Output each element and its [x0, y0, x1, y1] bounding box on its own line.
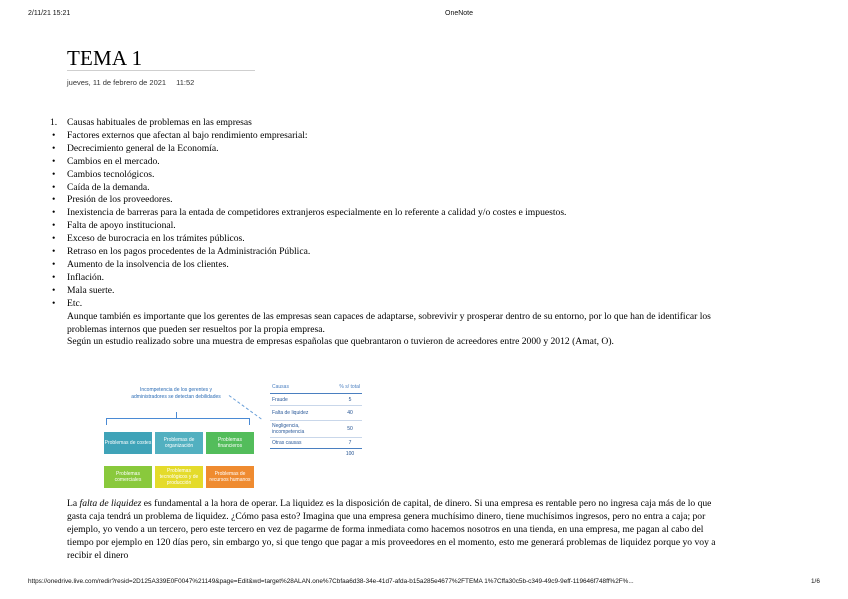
- numbered-item-text: Causas habituales de problemas en las empresas: [67, 117, 252, 128]
- page-date: jueves, 11 de febrero de 2021: [67, 78, 167, 87]
- title-underline: [67, 70, 255, 71]
- bullet-item: [52, 259, 732, 272]
- print-datetime: 2/11/21 15:21: [28, 10, 71, 17]
- row-value: 7: [348, 440, 352, 446]
- bullet-item: [52, 298, 732, 311]
- bullet-marker: •: [52, 220, 56, 232]
- causes-figure: [100, 384, 366, 494]
- bullet-item: [52, 182, 732, 195]
- liquidity-text: es fundamental a la hora de operar. La liquidez es la disposición de capital, de dinero. Si una empresa es rentable pero no ingresa caja más de lo que gasta caja tendrá un problema de liquidez. ¿Cómo pasa esto? Imagina que una empresa genera muchísimo dinero, tiene muchísimos ingresos, pero no entra a caja; por ejemplo, yo vendo a un tercero, pero este tercero en vez de pagarme de forma inmediata como hacemos nosotros en una tienda, en una empresa, me pagan al cabo del tiempo por ejemplo en 120 días pero, sin embargo yo, si que tengo que pagar a mis proveedores en el momento, esto me generará problemas de liquidez porque yo voy a recibir el dinero: [67, 498, 716, 561]
- bullet-marker: •: [52, 181, 56, 193]
- bullet-marker: •: [52, 207, 56, 219]
- app-name: OneNote: [445, 10, 474, 17]
- row-label: Otras causas: [272, 440, 302, 446]
- bullet-item: [52, 220, 732, 233]
- bullet-marker: •: [52, 142, 56, 154]
- row-label: Negligencia, incompetencia: [272, 423, 305, 435]
- page-number: 1/6: [811, 578, 820, 585]
- table-row: [270, 421, 362, 438]
- bullet-marker: •: [52, 155, 56, 167]
- bullet-text: Mala suerte.: [67, 284, 115, 296]
- numbered-item: [52, 117, 732, 130]
- row-label: Falta de liquidez: [272, 410, 309, 416]
- bullet-item: [52, 272, 732, 285]
- bullet-item: [52, 194, 732, 207]
- liquidity-term: falta de liquidez: [79, 498, 142, 509]
- notes-body: [52, 117, 732, 349]
- figure-connector: [229, 395, 262, 419]
- figure-brace: [106, 418, 250, 426]
- table-header-causas: Causas: [272, 384, 289, 390]
- paragraph-study: Según un estudio realizado sobre una muestra de empresas españolas que quebrantaron o tuvieron de acreedores entre 2000 y 2012 (Amat, O).: [67, 336, 614, 348]
- bullet-text: Caída de la demanda.: [67, 181, 150, 193]
- box-costes: Problemas de costes: [104, 432, 152, 454]
- bullet-marker: •: [52, 258, 56, 270]
- table-total-row: [270, 448, 362, 457]
- bullet-item: [52, 246, 732, 259]
- bullet-list: [52, 130, 732, 311]
- table-header: [270, 384, 362, 394]
- bullet-marker: •: [52, 284, 56, 296]
- bullet-marker: •: [52, 271, 56, 283]
- table-row: [270, 394, 362, 406]
- table-row: [270, 438, 362, 448]
- row-value: 50: [347, 426, 353, 432]
- bullet-item: [52, 143, 732, 156]
- table-header-percent: % s/ total: [339, 384, 360, 390]
- bullet-marker: •: [52, 233, 56, 245]
- bullet-text: Exceso de burocracia en los trámites públicos.: [67, 233, 245, 245]
- bullet-item: [52, 285, 732, 298]
- bullet-text: Inflación.: [67, 271, 105, 283]
- page-meta: [67, 78, 194, 87]
- print-url: https://onedrive.live.com/redir?resid=2D125A339E0F0047%21149&page=Edit&wd=target%28ALAN.one%7Cbfaa6d38-34e-41d7-afda-b15a285e4677%2FTEMA 1%7Cffa30c5b-c349-49c9-9eff-119646f748ff%2F%...: [28, 578, 634, 585]
- box-tecnologicos: Problemas tecnológicos y de producción: [155, 466, 203, 488]
- bullet-text: Decrecimiento general de la Economía.: [67, 142, 219, 154]
- bullet-text: Presión de los proveedores.: [67, 194, 173, 206]
- bullet-item: [52, 207, 732, 220]
- paragraph-adapt: Aunque también es importante que los gerentes de las empresas sean capaces de adaptarse, sobrevivir y prosperar dentro de su entorno, por lo que han de identificar los problemas internos que pueden ser resueltos por la propia empresa.: [67, 310, 711, 335]
- bullet-marker: •: [52, 246, 56, 258]
- box-rrhh: Problemas de recursos humanos: [206, 466, 254, 488]
- table-total: 100: [345, 451, 355, 457]
- bullet-text: Falta de apoyo institucional.: [67, 220, 176, 232]
- item-number: 1.: [50, 117, 58, 128]
- row-value: 5: [348, 396, 352, 403]
- bullet-text: Cambios tecnológicos.: [67, 168, 155, 180]
- bullet-marker: •: [52, 194, 56, 206]
- page-time: 11:52: [176, 78, 195, 87]
- bullet-text: Inexistencia de barreras para la entada de competidores extranjeros especialmente en lo referente a calidad y/o costes e impuestos.: [67, 207, 567, 219]
- box-financieros: Problemas financieros: [206, 432, 254, 454]
- bullet-marker: •: [52, 129, 56, 141]
- bullet-item: [52, 130, 732, 143]
- bullet-text: Retraso en los pagos procedentes de la Administración Pública.: [67, 246, 311, 258]
- row-value: 40: [347, 410, 353, 416]
- causes-table: [270, 384, 362, 457]
- liquidity-lead: La: [67, 498, 80, 509]
- row-label: Fraude: [272, 396, 288, 403]
- page-title: TEMA 1: [67, 46, 143, 70]
- liquidity-paragraph: [67, 498, 727, 563]
- bullet-text: Factores externos que afectan al bajo rendimiento empresarial:: [67, 129, 308, 141]
- bullet-item: [52, 233, 732, 246]
- table-row: [270, 406, 362, 421]
- bullet-marker: •: [52, 297, 56, 309]
- figure-caption: Incompetencia de los gerentes y administradores se detectan debilidades: [131, 387, 221, 400]
- bullet-text: Etc.: [67, 297, 83, 309]
- bullet-item: [52, 156, 732, 169]
- bullet-item: [52, 169, 732, 182]
- bullet-text: Cambios en el mercado.: [67, 155, 160, 167]
- bullet-marker: •: [52, 168, 56, 180]
- bullet-text: Aumento de la insolvencia de los clientes.: [67, 258, 229, 270]
- box-comerciales: Problemas comerciales: [104, 466, 152, 488]
- box-organizacion: Problemas de organización: [155, 432, 203, 454]
